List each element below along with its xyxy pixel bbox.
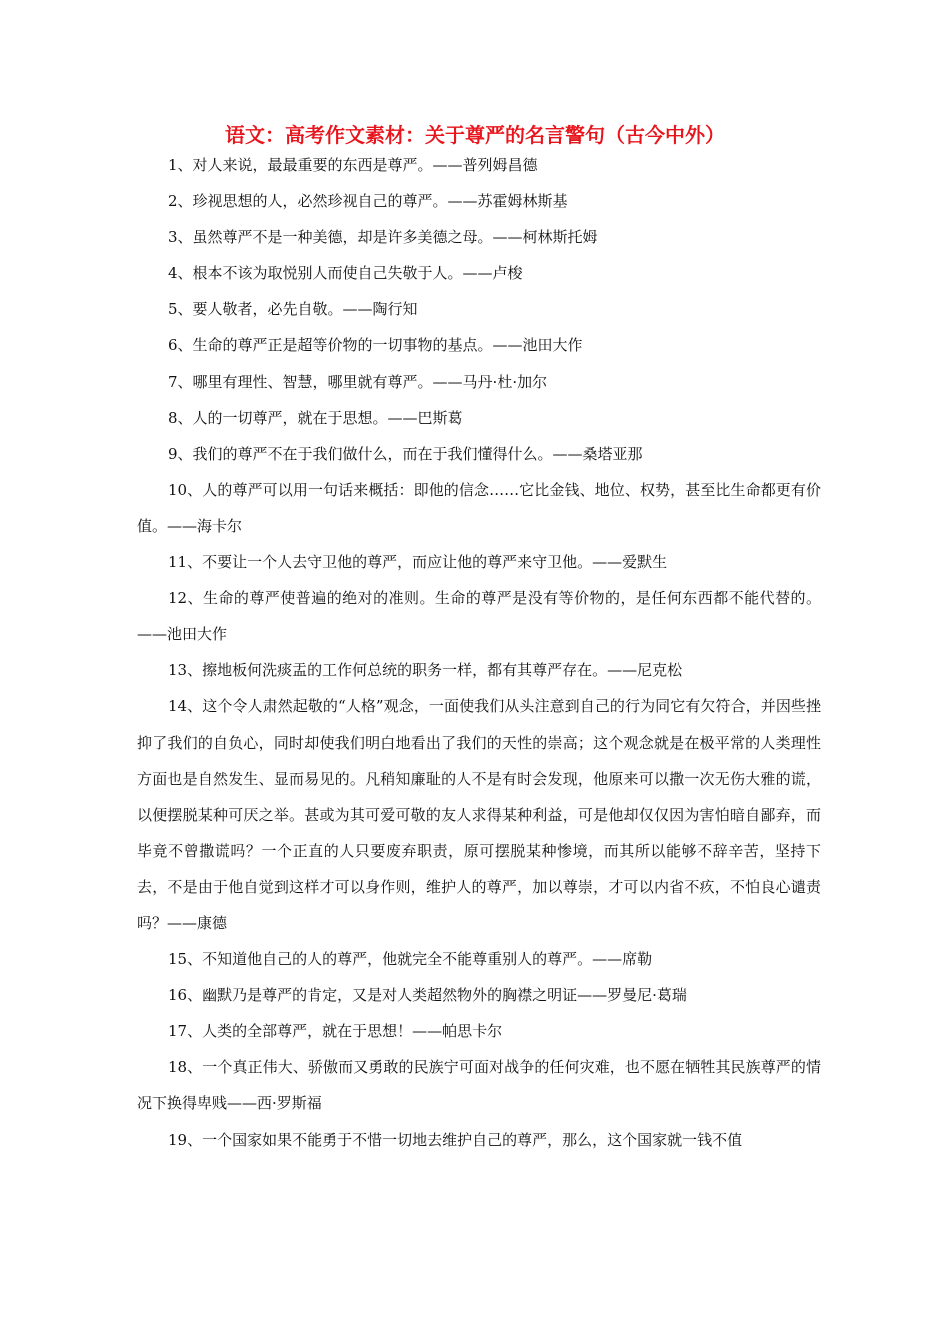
- quote-paragraph: 19、一个国家如果不能勇于不惜一切地去维护自己的尊严，那么，这个国家就一钱不值: [168, 1130, 743, 1149]
- quote-paragraph: 14、这个令人肃然起敬的“人格”观念，一面使我们从头注意到自己的行为同它有欠符合，并因些挫抑了我们的自负心，同时却使我们明白地看出了我们的天性的崇高；这个观念就是在极平常的人类理性方面也是自然发生、显而易见的。凡稍知廉耻的人不是有时会发现，他原来可以撒一次无伤大雅的谎，以便摆脱某种可厌之举。甚或为其可爱可敬的友人求得某种利益，可是他却仅仅因为害怕暗自鄙弃，而毕竟不曾撒谎吗？一个正直的人只要废弃职责，原可摆脱某种惨境，而其所以能够不辞辛苦，坚持下去，不是由于他自觉到这样才可以身作则，维护人的尊严，加以尊崇，才可以内省不疚，不怕良心谴责吗？——康德: [137, 697, 821, 932]
- quote-paragraph: 1、对人来说，最最重要的东西是尊严。——普列姆昌德: [168, 156, 538, 174]
- quote-paragraph: 8、人的一切尊严，就在于思想。——巴斯葛: [168, 408, 463, 427]
- quote-paragraph: 13、擦地板何洗痰盂的工作何总统的职务一样，都有其尊严存在。——尼克松: [168, 661, 683, 680]
- quote-paragraph: 16、幽默乃是尊严的肯定，又是对人类超然物外的胸襟之明证——罗曼尼·葛瑞: [168, 986, 687, 1005]
- quote-paragraph: 10、人的尊严可以用一句话来概括：即他的信念……它比金钱、地位、权势，甚至比生命都更有价值。——海卡尔: [137, 480, 821, 535]
- quote-paragraph: 15、不知道他自己的人的尊严，他就完全不能尊重别人的尊严。——席勒: [168, 950, 653, 969]
- quote-paragraph: 4、根本不该为取悦别人而使自己失敬于人。——卢梭: [168, 264, 523, 283]
- quote-paragraph: 11、不要让一个人去守卫他的尊严，而应让他的尊严来守卫他。——爱默生: [168, 553, 668, 572]
- quote-paragraph: 7、哪里有理性、智慧，哪里就有尊严。——马丹·杜·加尔: [168, 372, 548, 391]
- quote-paragraph: 5、要人敬者，必先自敬。——陶行知: [168, 300, 418, 319]
- quote-paragraph: 9、我们的尊严不在于我们做什么，而在于我们懂得什么。——桑塔亚那: [168, 444, 643, 463]
- quote-paragraph: 2、珍视思想的人，必然珍视自己的尊严。——苏霍姆林斯基: [168, 192, 568, 211]
- quote-paragraph: 6、生命的尊严正是超等价物的一切事物的基点。——池田大作: [168, 336, 583, 355]
- quote-paragraph: 17、人类的全部尊严，就在于思想！——帕思卡尔: [168, 1022, 503, 1041]
- document-title: 语文：高考作文素材：关于尊严的名言警句（古今中外）: [225, 123, 725, 147]
- quote-list: [137, 147, 821, 1158]
- quote-paragraph: 3、虽然尊严不是一种美德，却是许多美德之母。——柯林斯托姆: [168, 228, 598, 247]
- quote-paragraph: 18、一个真正伟大、骄傲而又勇敢的民族宁可面对战争的任何灾难，也不愿在牺牲其民族尊严的情况下换得卑贱——西·罗斯福: [137, 1058, 821, 1113]
- quote-paragraph: 12、生命的尊严使普遍的绝对的准则。生命的尊严是没有等价物的，是任何东西都不能代替的。——池田大作: [137, 589, 821, 644]
